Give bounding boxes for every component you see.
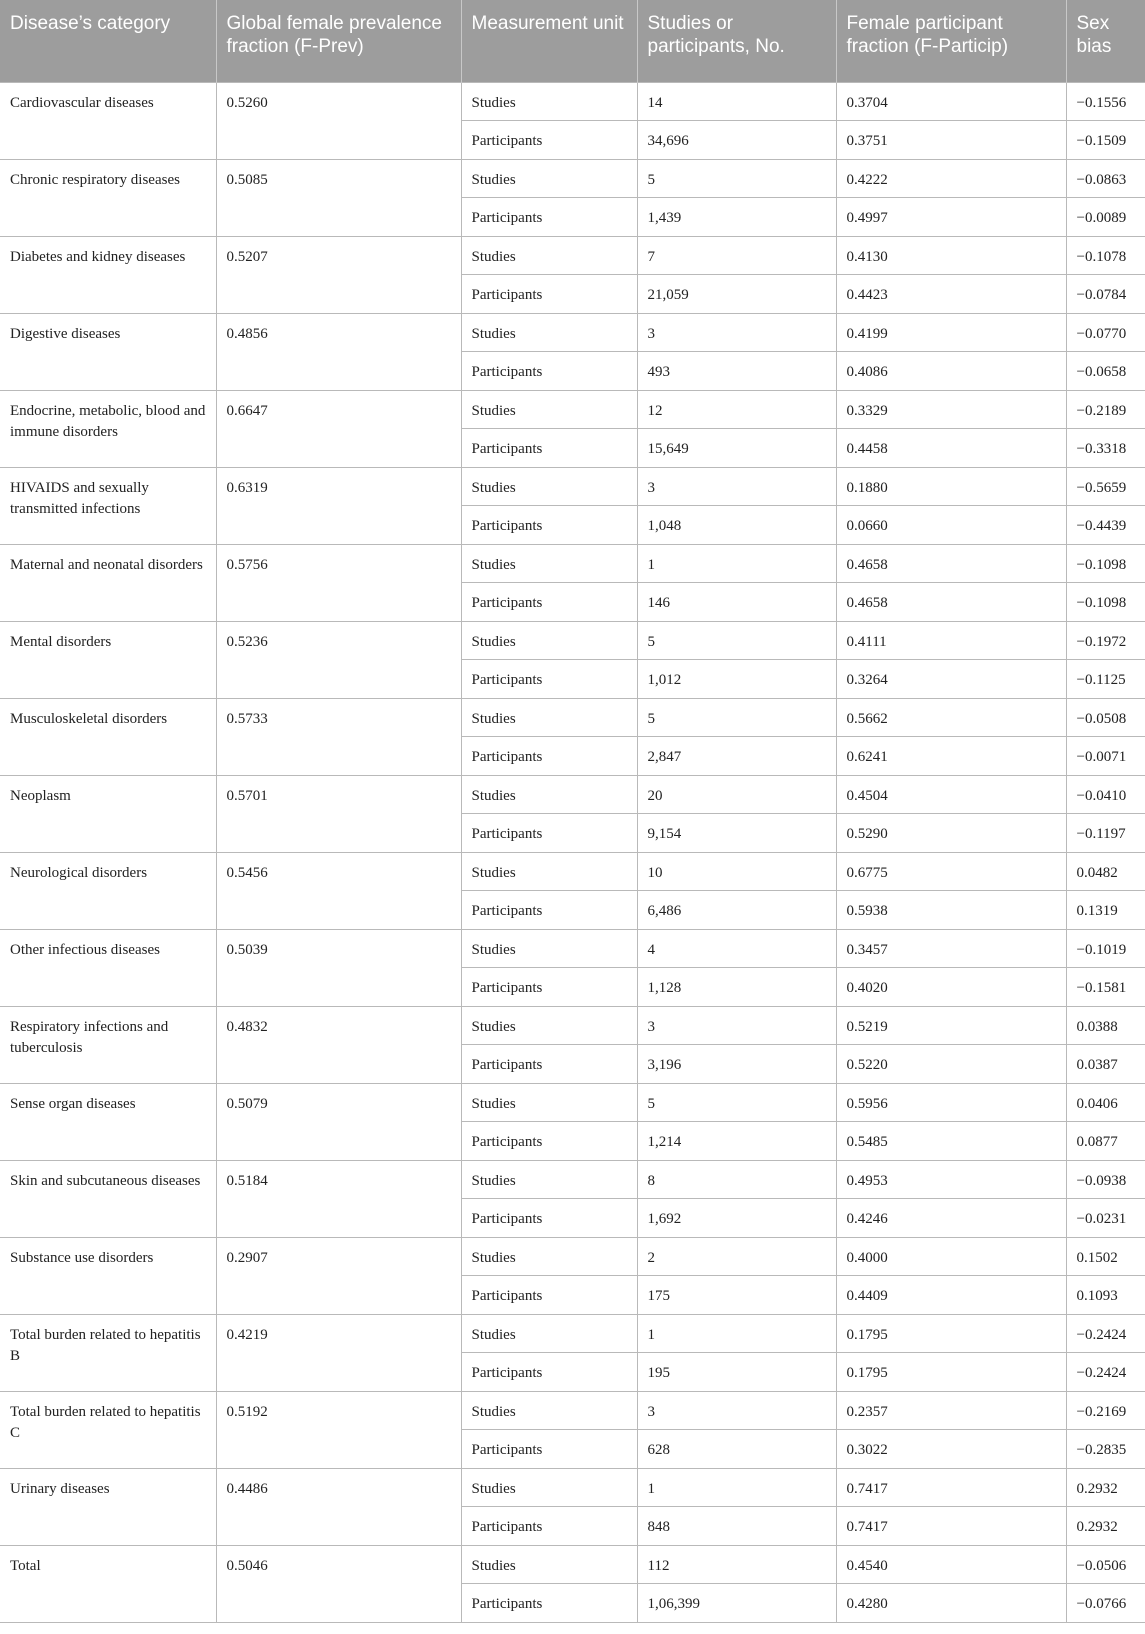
unit-cell: Participants: [461, 1198, 637, 1237]
header-row: [0, 0, 1145, 82]
fraction-cell: 0.1795: [836, 1314, 1066, 1352]
fraction-cell: 0.5485: [836, 1121, 1066, 1160]
unit-cell: Studies: [461, 1237, 637, 1275]
unit-cell: Participants: [461, 1583, 637, 1622]
count-cell: 1,214: [637, 1121, 836, 1160]
bias-cell: −0.2189: [1066, 390, 1145, 428]
table-row: [0, 1314, 1145, 1352]
unit-cell: Studies: [461, 775, 637, 813]
unit-cell: Participants: [461, 736, 637, 775]
bias-cell: −0.0863: [1066, 159, 1145, 197]
fraction-cell: 0.5662: [836, 698, 1066, 736]
table-body: [0, 82, 1145, 1622]
bias-cell: −0.0089: [1066, 197, 1145, 236]
bias-cell: −0.2424: [1066, 1314, 1145, 1352]
count-cell: 6,486: [637, 890, 836, 929]
fraction-cell: 0.4246: [836, 1198, 1066, 1237]
count-cell: 15,649: [637, 428, 836, 467]
unit-cell: Participants: [461, 1429, 637, 1468]
bias-cell: −0.1125: [1066, 659, 1145, 698]
count-cell: 175: [637, 1275, 836, 1314]
table-row: [0, 698, 1145, 736]
fraction-cell: 0.4423: [836, 274, 1066, 313]
table-row: [0, 1468, 1145, 1506]
bias-cell: 0.0482: [1066, 852, 1145, 890]
bias-cell: −0.1509: [1066, 120, 1145, 159]
table-row: [0, 544, 1145, 582]
prevalence-cell: 0.6647: [216, 390, 461, 467]
unit-cell: Studies: [461, 159, 637, 197]
unit-cell: Studies: [461, 544, 637, 582]
disease-category-cell: Cardiovascular diseases: [0, 82, 216, 159]
unit-cell: Studies: [461, 313, 637, 351]
bias-cell: 0.1502: [1066, 1237, 1145, 1275]
bias-cell: −0.0506: [1066, 1545, 1145, 1583]
unit-cell: Participants: [461, 351, 637, 390]
header-category: Disease’s category: [0, 0, 216, 82]
disease-category-cell: Total burden related to hepatitis B: [0, 1314, 216, 1391]
count-cell: 5: [637, 698, 836, 736]
fraction-cell: 0.6775: [836, 852, 1066, 890]
fraction-cell: 0.4280: [836, 1583, 1066, 1622]
unit-cell: Participants: [461, 659, 637, 698]
prevalence-cell: 0.5236: [216, 621, 461, 698]
count-cell: 3: [637, 1391, 836, 1429]
prevalence-cell: 0.4486: [216, 1468, 461, 1545]
fraction-cell: 0.2357: [836, 1391, 1066, 1429]
unit-cell: Studies: [461, 236, 637, 274]
fraction-cell: 0.4997: [836, 197, 1066, 236]
header-bias: Sex bias: [1066, 0, 1145, 82]
count-cell: 2,847: [637, 736, 836, 775]
bias-cell: −0.1972: [1066, 621, 1145, 659]
count-cell: 1,439: [637, 197, 836, 236]
disease-category-cell: Total: [0, 1545, 216, 1622]
unit-cell: Studies: [461, 1391, 637, 1429]
count-cell: 195: [637, 1352, 836, 1391]
table-row: [0, 390, 1145, 428]
disease-category-cell: Neurological disorders: [0, 852, 216, 929]
count-cell: 1,012: [637, 659, 836, 698]
bias-cell: −0.0071: [1066, 736, 1145, 775]
fraction-cell: 0.4953: [836, 1160, 1066, 1198]
unit-cell: Studies: [461, 390, 637, 428]
table-row: [0, 467, 1145, 505]
bias-cell: −0.0231: [1066, 1198, 1145, 1237]
fraction-cell: 0.5219: [836, 1006, 1066, 1044]
unit-cell: Participants: [461, 120, 637, 159]
table-row: [0, 236, 1145, 274]
fraction-cell: 0.5938: [836, 890, 1066, 929]
prevalence-cell: 0.4219: [216, 1314, 461, 1391]
prevalence-cell: 0.5039: [216, 929, 461, 1006]
disease-category-cell: Neoplasm: [0, 775, 216, 852]
fraction-cell: 0.4020: [836, 967, 1066, 1006]
bias-cell: −0.0784: [1066, 274, 1145, 313]
table-row: [0, 1160, 1145, 1198]
fraction-cell: 0.4130: [836, 236, 1066, 274]
bias-cell: −0.1098: [1066, 582, 1145, 621]
fraction-cell: 0.4222: [836, 159, 1066, 197]
table-row: [0, 313, 1145, 351]
count-cell: 7: [637, 236, 836, 274]
bias-cell: −0.4439: [1066, 505, 1145, 544]
count-cell: 1: [637, 1468, 836, 1506]
table-row: [0, 1391, 1145, 1429]
fraction-cell: 0.3704: [836, 82, 1066, 120]
table-row: [0, 1237, 1145, 1275]
disease-category-cell: Musculoskeletal disorders: [0, 698, 216, 775]
prevalence-cell: 0.5192: [216, 1391, 461, 1468]
count-cell: 8: [637, 1160, 836, 1198]
fraction-cell: 0.4199: [836, 313, 1066, 351]
fraction-cell: 0.4000: [836, 1237, 1066, 1275]
unit-cell: Participants: [461, 505, 637, 544]
unit-cell: Participants: [461, 813, 637, 852]
disease-category-cell: Respiratory infections and tuberculosis: [0, 1006, 216, 1083]
bias-cell: −0.0938: [1066, 1160, 1145, 1198]
count-cell: 3: [637, 1006, 836, 1044]
bias-cell: −0.3318: [1066, 428, 1145, 467]
bias-cell: −0.0508: [1066, 698, 1145, 736]
disease-category-cell: Other infectious diseases: [0, 929, 216, 1006]
disease-category-cell: Chronic respiratory diseases: [0, 159, 216, 236]
bias-cell: 0.1093: [1066, 1275, 1145, 1314]
count-cell: 10: [637, 852, 836, 890]
count-cell: 9,154: [637, 813, 836, 852]
table-row: [0, 1545, 1145, 1583]
unit-cell: Studies: [461, 82, 637, 120]
count-cell: 112: [637, 1545, 836, 1583]
prevalence-cell: 0.6319: [216, 467, 461, 544]
unit-cell: Participants: [461, 1121, 637, 1160]
fraction-cell: 0.4658: [836, 582, 1066, 621]
fraction-cell: 0.4658: [836, 544, 1066, 582]
unit-cell: Participants: [461, 1044, 637, 1083]
table-row: [0, 1083, 1145, 1121]
disease-category-cell: Urinary diseases: [0, 1468, 216, 1545]
unit-cell: Studies: [461, 1468, 637, 1506]
unit-cell: Studies: [461, 1083, 637, 1121]
count-cell: 493: [637, 351, 836, 390]
prevalence-cell: 0.5207: [216, 236, 461, 313]
bias-cell: −0.1556: [1066, 82, 1145, 120]
disease-category-cell: HIVAIDS and sexually transmitted infections: [0, 467, 216, 544]
bias-cell: −0.1098: [1066, 544, 1145, 582]
table-row: [0, 775, 1145, 813]
count-cell: 628: [637, 1429, 836, 1468]
bias-cell: −0.1581: [1066, 967, 1145, 1006]
unit-cell: Participants: [461, 1275, 637, 1314]
unit-cell: Participants: [461, 582, 637, 621]
unit-cell: Studies: [461, 1160, 637, 1198]
count-cell: 848: [637, 1506, 836, 1545]
count-cell: 20: [637, 775, 836, 813]
prevalence-cell: 0.4856: [216, 313, 461, 390]
bias-cell: 0.1319: [1066, 890, 1145, 929]
unit-cell: Participants: [461, 428, 637, 467]
disease-category-cell: Sense organ diseases: [0, 1083, 216, 1160]
count-cell: 3: [637, 467, 836, 505]
unit-cell: Participants: [461, 197, 637, 236]
bias-cell: −0.0766: [1066, 1583, 1145, 1622]
bias-cell: −0.0770: [1066, 313, 1145, 351]
disease-category-cell: Digestive diseases: [0, 313, 216, 390]
bias-cell: −0.1197: [1066, 813, 1145, 852]
unit-cell: Participants: [461, 890, 637, 929]
unit-cell: Participants: [461, 274, 637, 313]
fraction-cell: 0.7417: [836, 1468, 1066, 1506]
count-cell: 1,048: [637, 505, 836, 544]
disease-category-cell: Diabetes and kidney diseases: [0, 236, 216, 313]
bias-cell: −0.2424: [1066, 1352, 1145, 1391]
prevalence-cell: 0.2907: [216, 1237, 461, 1314]
count-cell: 1,128: [637, 967, 836, 1006]
prevalence-cell: 0.5701: [216, 775, 461, 852]
bias-cell: 0.0387: [1066, 1044, 1145, 1083]
fraction-cell: 0.0660: [836, 505, 1066, 544]
count-cell: 3: [637, 313, 836, 351]
count-cell: 21,059: [637, 274, 836, 313]
unit-cell: Studies: [461, 1314, 637, 1352]
fraction-cell: 0.5956: [836, 1083, 1066, 1121]
unit-cell: Participants: [461, 1506, 637, 1545]
prevalence-cell: 0.5733: [216, 698, 461, 775]
count-cell: 4: [637, 929, 836, 967]
prevalence-cell: 0.5079: [216, 1083, 461, 1160]
prevalence-cell: 0.5260: [216, 82, 461, 159]
fraction-cell: 0.4086: [836, 351, 1066, 390]
prevalence-cell: 0.5756: [216, 544, 461, 621]
count-cell: 5: [637, 621, 836, 659]
unit-cell: Participants: [461, 967, 637, 1006]
bias-cell: −0.1019: [1066, 929, 1145, 967]
count-cell: 3,196: [637, 1044, 836, 1083]
fraction-cell: 0.3329: [836, 390, 1066, 428]
fraction-cell: 0.5220: [836, 1044, 1066, 1083]
bias-cell: 0.2932: [1066, 1506, 1145, 1545]
fraction-cell: 0.3264: [836, 659, 1066, 698]
fraction-cell: 0.1880: [836, 467, 1066, 505]
unit-cell: Studies: [461, 621, 637, 659]
bias-cell: −0.5659: [1066, 467, 1145, 505]
fraction-cell: 0.4409: [836, 1275, 1066, 1314]
bias-cell: −0.1078: [1066, 236, 1145, 274]
header-fraction: Female participant fraction (F-Particip): [836, 0, 1066, 82]
table-row: [0, 621, 1145, 659]
prevalence-cell: 0.5085: [216, 159, 461, 236]
table-row: [0, 82, 1145, 120]
prevalence-cell: 0.5046: [216, 1545, 461, 1622]
table-row: [0, 159, 1145, 197]
bias-cell: −0.2835: [1066, 1429, 1145, 1468]
fraction-cell: 0.4504: [836, 775, 1066, 813]
bias-cell: 0.0406: [1066, 1083, 1145, 1121]
prevalence-cell: 0.4832: [216, 1006, 461, 1083]
count-cell: 1,06,399: [637, 1583, 836, 1622]
unit-cell: Participants: [461, 1352, 637, 1391]
fraction-cell: 0.3457: [836, 929, 1066, 967]
unit-cell: Studies: [461, 1545, 637, 1583]
count-cell: 2: [637, 1237, 836, 1275]
fraction-cell: 0.5290: [836, 813, 1066, 852]
bias-cell: −0.0410: [1066, 775, 1145, 813]
count-cell: 1: [637, 544, 836, 582]
header-unit: Measurement unit: [461, 0, 637, 82]
disease-category-cell: Maternal and neonatal disorders: [0, 544, 216, 621]
unit-cell: Studies: [461, 698, 637, 736]
count-cell: 5: [637, 1083, 836, 1121]
fraction-cell: 0.6241: [836, 736, 1066, 775]
disease-category-cell: Skin and subcutaneous diseases: [0, 1160, 216, 1237]
fraction-cell: 0.3022: [836, 1429, 1066, 1468]
header-count: Studies or participants, No.: [637, 0, 836, 82]
unit-cell: Studies: [461, 467, 637, 505]
fraction-cell: 0.4540: [836, 1545, 1066, 1583]
prevalence-cell: 0.5184: [216, 1160, 461, 1237]
count-cell: 5: [637, 159, 836, 197]
bias-cell: −0.2169: [1066, 1391, 1145, 1429]
unit-cell: Studies: [461, 852, 637, 890]
table-row: [0, 1006, 1145, 1044]
bias-cell: 0.0877: [1066, 1121, 1145, 1160]
count-cell: 12: [637, 390, 836, 428]
disease-category-cell: Substance use disorders: [0, 1237, 216, 1314]
table-row: [0, 929, 1145, 967]
bias-cell: 0.2932: [1066, 1468, 1145, 1506]
count-cell: 146: [637, 582, 836, 621]
unit-cell: Studies: [461, 1006, 637, 1044]
fraction-cell: 0.4458: [836, 428, 1066, 467]
disease-category-cell: Mental disorders: [0, 621, 216, 698]
count-cell: 1,692: [637, 1198, 836, 1237]
fraction-cell: 0.1795: [836, 1352, 1066, 1391]
bias-cell: −0.0658: [1066, 351, 1145, 390]
fraction-cell: 0.7417: [836, 1506, 1066, 1545]
count-cell: 1: [637, 1314, 836, 1352]
fraction-cell: 0.4111: [836, 621, 1066, 659]
table-row: [0, 852, 1145, 890]
bias-cell: 0.0388: [1066, 1006, 1145, 1044]
fraction-cell: 0.3751: [836, 120, 1066, 159]
unit-cell: Studies: [461, 929, 637, 967]
disease-category-cell: Total burden related to hepatitis C: [0, 1391, 216, 1468]
disease-category-cell: Endocrine, metabolic, blood and immune disorders: [0, 390, 216, 467]
header-prevalence: Global female prevalence fraction (F-Prev): [216, 0, 461, 82]
count-cell: 14: [637, 82, 836, 120]
count-cell: 34,696: [637, 120, 836, 159]
prevalence-cell: 0.5456: [216, 852, 461, 929]
